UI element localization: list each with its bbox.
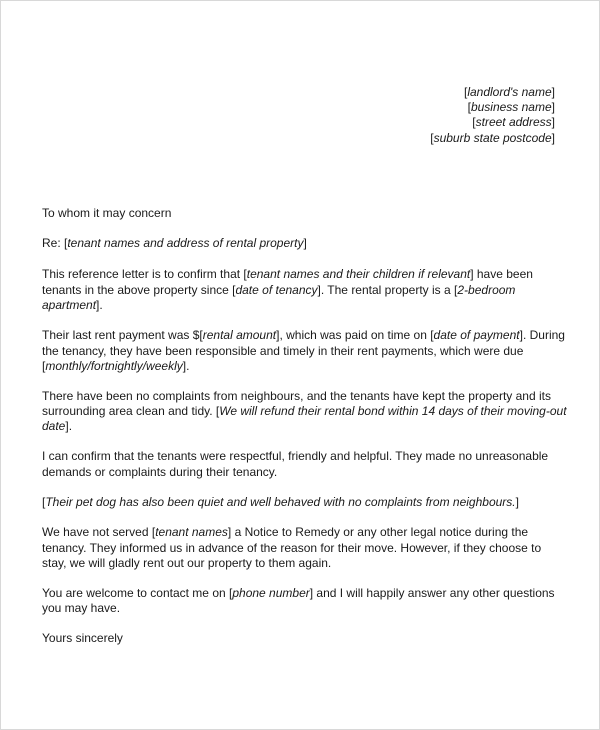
text-segment: surrounding area clean and tidy. [ — [42, 404, 220, 418]
text-segment: [ — [430, 131, 434, 145]
text-segment: To whom it may concern — [42, 206, 172, 220]
text-segment: [ — [472, 115, 476, 129]
letter-line — [42, 448, 548, 464]
placeholder-field: date of tenancy — [235, 283, 318, 297]
text-segment: ] have been — [470, 267, 533, 281]
placeholder-field: date — [42, 419, 66, 433]
placeholder-field: tenant names and their children if relevant — [246, 267, 471, 281]
letter-line — [42, 388, 551, 404]
letter-line — [42, 358, 189, 374]
text-segment: This reference letter is to confirm that [ — [42, 267, 247, 281]
text-segment: [ — [467, 100, 471, 114]
placeholder-field: rental amount — [202, 328, 277, 342]
placeholder-field: phone number — [232, 586, 310, 600]
text-segment: ] — [515, 495, 519, 509]
letter-line — [42, 282, 515, 298]
text-segment: tenants in the above property since [ — [42, 283, 236, 297]
letter-line — [42, 540, 541, 556]
address-line — [464, 84, 555, 100]
letter-line — [42, 585, 555, 601]
text-segment: Their last rent payment was $[ — [42, 328, 203, 342]
placeholder-field: We will refund their rental bond within 14 days of their moving-out — [219, 404, 567, 418]
text-segment: We have not served [ — [42, 525, 156, 539]
text-segment: There have been no complaints from neighbours, and the tenants have kept the property and its — [42, 389, 551, 403]
text-segment: ] — [551, 100, 555, 114]
placeholder-field: date of payment — [433, 328, 520, 342]
text-segment: Yours sincerely — [42, 631, 123, 645]
letter-line — [42, 297, 103, 313]
text-segment: ]. During — [519, 328, 565, 342]
letter-line — [42, 630, 123, 646]
letter-line — [42, 524, 528, 540]
letter-line — [42, 600, 120, 616]
text-segment: ] — [551, 85, 555, 99]
text-segment: ], which was paid on time on [ — [276, 328, 434, 342]
text-segment: [ — [42, 495, 46, 509]
placeholder-field: apartment — [42, 298, 97, 312]
text-segment: ]. The rental property is a [ — [317, 283, 458, 297]
text-segment: you may have. — [42, 601, 121, 615]
letter-line — [42, 494, 519, 510]
letter-line — [42, 464, 277, 480]
text-segment: ] a Notice to Remedy or any other legal notice during the — [227, 525, 529, 539]
subject-line — [42, 235, 307, 251]
text-segment: Re: [ — [42, 236, 68, 250]
text-segment: tenancy. They informed us in advance of the reason for their move. However, if they choose to — [42, 541, 542, 555]
text-segment: stay, we will gladly rent out our property to them again. — [42, 556, 332, 570]
placeholder-field: Their pet dog has also been quiet and well behaved with no complaints from neighbours. — [45, 495, 516, 509]
placeholder-field: suburb state postcode — [433, 131, 552, 145]
salutation — [42, 205, 171, 221]
letter-line — [42, 327, 565, 343]
text-segment: ] — [551, 115, 555, 129]
placeholder-field: tenant names and address of rental property — [67, 236, 304, 250]
letter-line — [42, 418, 72, 434]
text-segment: ] and I will happily answer any other questions — [309, 586, 555, 600]
text-segment: [ — [463, 85, 468, 99]
placeholder-field: street address — [475, 115, 552, 129]
placeholder-field: tenant names — [155, 525, 228, 539]
text-segment: ] — [551, 131, 555, 145]
text-segment: I can confirm that the tenants were respectful, friendly and helpful. They made no unreasonable — [42, 449, 549, 463]
letter-line — [42, 266, 533, 282]
text-segment: You are welcome to contact me on [ — [42, 586, 233, 600]
placeholder-field: monthly/fortnightly/weekly — [45, 359, 183, 373]
text-segment: ]. — [96, 298, 103, 312]
placeholder-field: 2-bedroom — [457, 283, 516, 297]
letter-line — [42, 343, 523, 359]
letter-line — [42, 555, 331, 571]
text-segment: [ — [42, 359, 46, 373]
text-segment: ]. — [65, 419, 73, 433]
placeholder-field: landlord's name — [467, 85, 552, 99]
text-segment: demands or complaints during their tenancy. — [42, 465, 278, 479]
text-segment: ] — [303, 236, 307, 250]
address-line — [430, 130, 555, 146]
address-line — [468, 99, 555, 115]
address-line — [472, 114, 555, 130]
placeholder-field: business name — [470, 100, 552, 114]
text-segment: the tenancy, they have been responsible and timely in their rent payments, which were due — [42, 344, 524, 358]
letter-line — [42, 403, 567, 419]
text-segment: ]. — [182, 359, 190, 373]
